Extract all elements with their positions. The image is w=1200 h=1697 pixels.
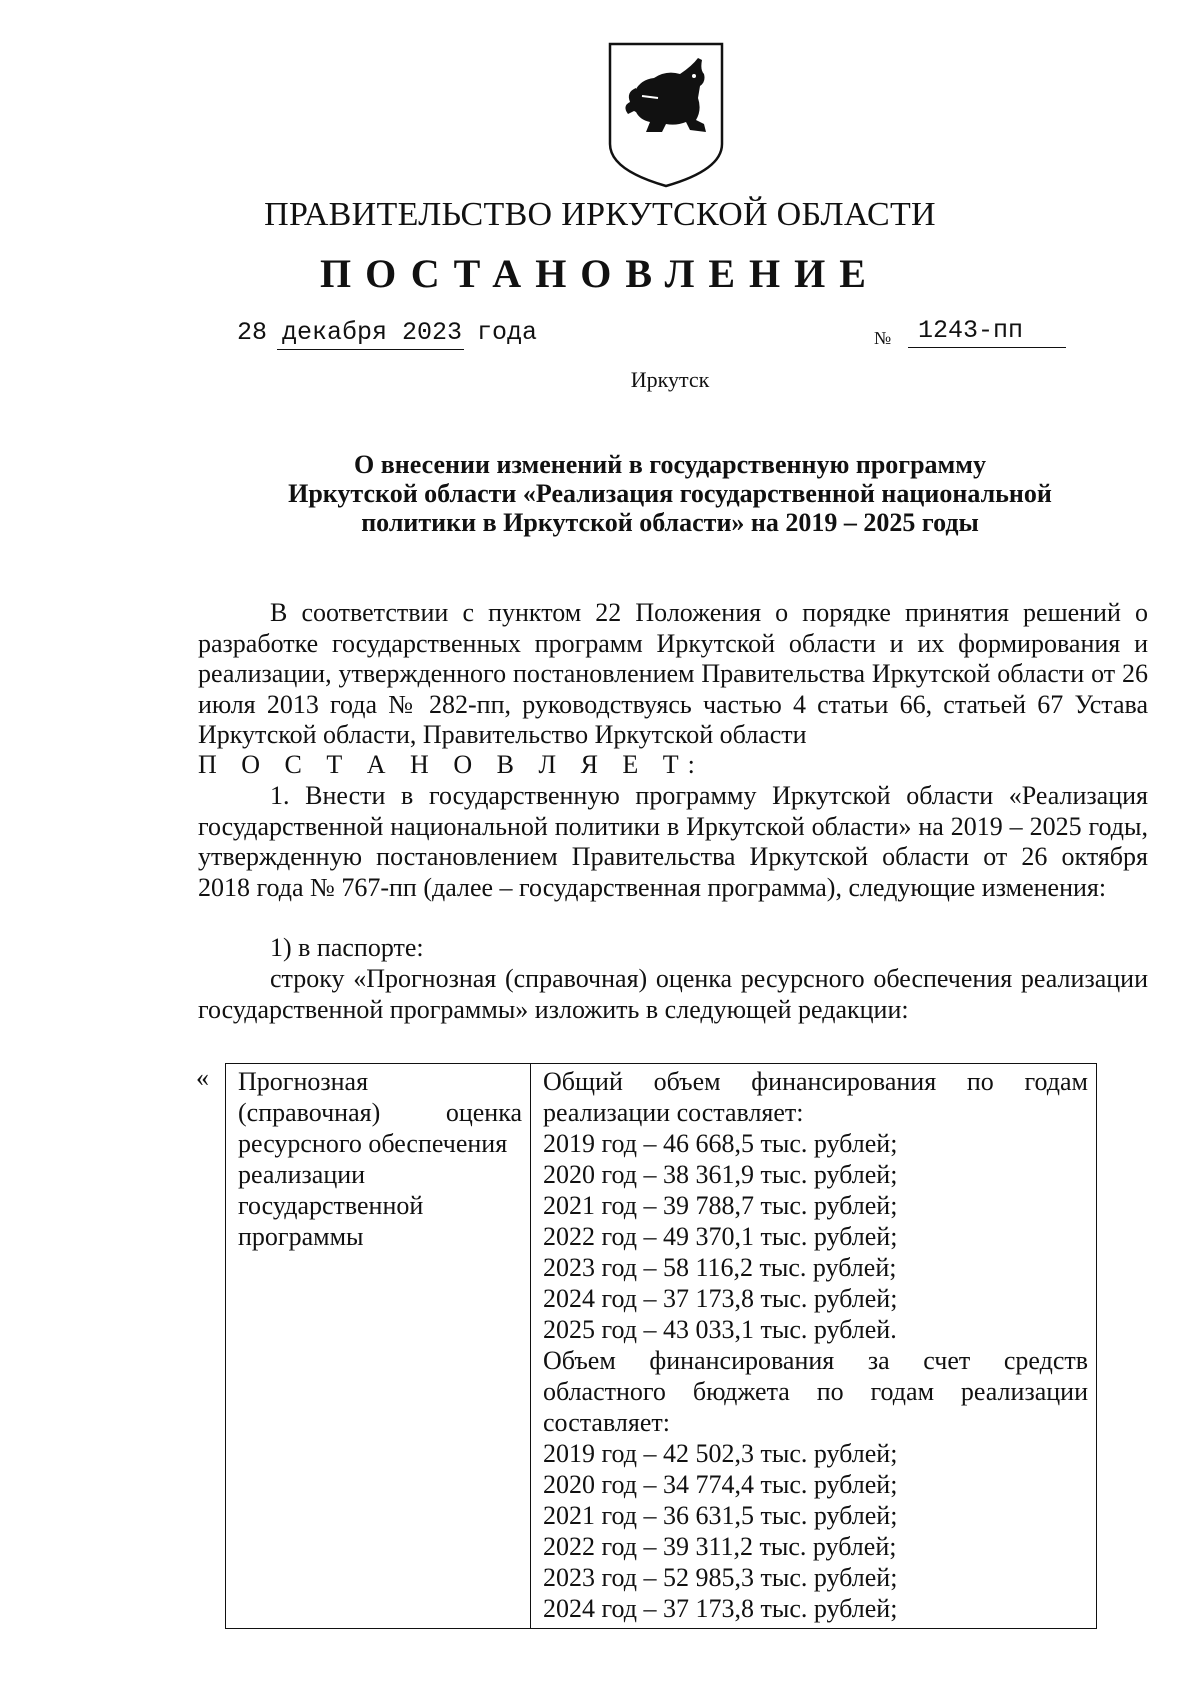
total-year-line: 2023 год – 58 116,2 тыс. рублей; xyxy=(543,1253,897,1282)
label-line: реализации xyxy=(238,1160,366,1189)
regional-year-line: 2021 год – 36 631,5 тыс. рублей; xyxy=(543,1501,898,1530)
opening-quote: « xyxy=(196,1063,209,1092)
subject-line: политики в Иркутской области» на 2019 – 2025 годы xyxy=(361,508,979,537)
resolves-word: П О С Т А Н О В Л Я Е Т: xyxy=(198,750,704,779)
total-heading: Общий объем финансирования по годам реализации составляет: xyxy=(543,1067,1088,1127)
city-name: Иркутск xyxy=(630,367,710,392)
label-line: государственной xyxy=(238,1191,424,1220)
coat-of-arms-emblem xyxy=(606,40,726,190)
number-sign: № xyxy=(874,328,892,348)
total-year-line: 2025 год – 43 033,1 тыс. рублей. xyxy=(543,1315,897,1344)
total-year-line: 2019 год – 46 668,5 тыс. рублей; xyxy=(543,1129,898,1158)
regional-year-line: 2023 год – 52 985,3 тыс. рублей; xyxy=(543,1563,898,1592)
date-underline xyxy=(277,349,464,350)
total-year-line: 2020 год – 38 361,9 тыс. рублей; xyxy=(543,1160,898,1189)
subject-line: О внесении изменений в государственную программу xyxy=(354,450,986,479)
label-line: Прогнозная xyxy=(238,1067,369,1096)
regional-year-line: 2022 год – 39 311,2 тыс. рублей; xyxy=(543,1532,897,1561)
number-underline xyxy=(908,347,1066,348)
row-instruction-paragraph: строку «Прогнозная (справочная) оценка ресурсного обеспечения реализации государственной программы» изложить в следующей редакции: xyxy=(198,964,1148,1024)
table-row xyxy=(226,1064,1097,1629)
decree-date: 28 декабря 2023 года xyxy=(237,318,538,347)
item-1-paragraph: 1. Внести в государственную программу Иркутской области «Реализация государственной национальной политики в Иркутской области» на 2019 – 2025 годы, утвержденную постановлением Правительства Иркутской области от 26 октября 2018 года № 767-пп (далее – государственная программа), следующие изменения: xyxy=(198,781,1148,902)
label-line: (справочная) оценка xyxy=(238,1098,522,1127)
regional-year-line: 2019 год – 42 502,3 тыс. рублей; xyxy=(543,1439,898,1468)
passport-label-cell xyxy=(226,1064,531,1629)
label-line: ресурсного обеспечения xyxy=(238,1129,508,1158)
passport-table xyxy=(225,1063,1097,1629)
passport-value-cell xyxy=(531,1064,1097,1629)
decree-subject xyxy=(230,450,1110,537)
item-1-1-paragraph: 1) в паспорте: xyxy=(270,933,424,962)
regional-heading: Объем финансирования за счет средств областного бюджета по годам реализации составляет: xyxy=(543,1346,1088,1437)
regional-year-line: 2024 год – 37 173,8 тыс. рублей; xyxy=(543,1594,898,1623)
total-year-line: 2021 год – 39 788,7 тыс. рублей; xyxy=(543,1191,898,1220)
decree-number: 1243-пп xyxy=(918,316,1024,345)
label-line: программы xyxy=(238,1222,364,1251)
regional-year-line: 2020 год – 34 774,4 тыс. рублей; xyxy=(543,1470,898,1499)
total-year-line: 2022 год – 49 370,1 тыс. рублей; xyxy=(543,1222,898,1251)
document-type-title: ПОСТАНОВЛЕНИЕ xyxy=(320,251,880,296)
government-title: ПРАВИТЕЛЬСТВО ИРКУТСКОЙ ОБЛАСТИ xyxy=(264,196,936,233)
subject-line: Иркутской области «Реализация государственной национальной xyxy=(288,479,1052,508)
intro-paragraph: В соответствии с пунктом 22 Положения о порядке принятия решений о разработке государственных программ Иркутской области и их формирования и реализации, утвержденного постановлением Правительства Иркутской области от 26 июля 2013 года № 282-пп, руководствуясь частью 4 статьи 66, статьей 67 Устава Иркутской области, Правительство Иркутской области xyxy=(198,598,1148,749)
total-year-line: 2024 год – 37 173,8 тыс. рублей; xyxy=(543,1284,898,1313)
